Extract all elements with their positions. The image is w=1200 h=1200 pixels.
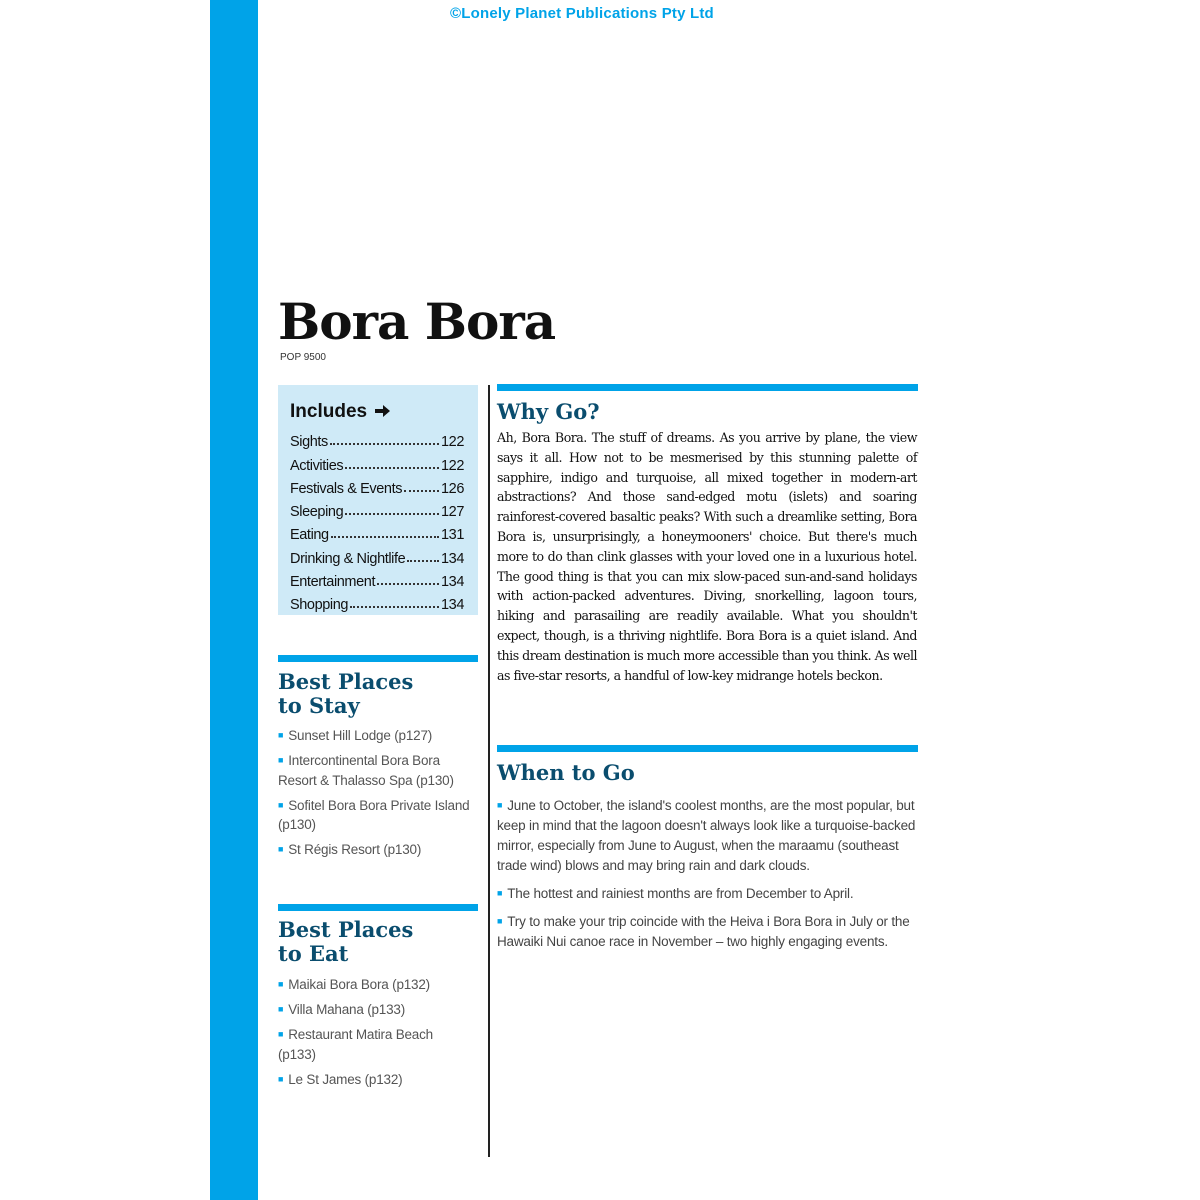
population-label: POP 9500 xyxy=(280,352,326,363)
why-rule xyxy=(497,384,918,391)
bullet-icon: ■ xyxy=(278,979,284,989)
includes-item-label: Drinking & Nightlife xyxy=(290,550,406,567)
bullet-icon: ■ xyxy=(278,1029,284,1039)
includes-heading-text: Includes xyxy=(290,401,368,422)
includes-item-label: Festivals & Events xyxy=(290,480,403,497)
includes-item-label: Shopping xyxy=(290,597,349,614)
when-heading: When to Go xyxy=(497,760,635,785)
includes-item-page: 127 xyxy=(441,504,464,521)
leader-dots xyxy=(350,606,439,608)
includes-item-page: 126 xyxy=(441,480,464,497)
when-rule xyxy=(497,745,918,752)
includes-item-page: 134 xyxy=(441,550,464,567)
stay-heading-line1: Best Places xyxy=(278,669,414,694)
leader-dots xyxy=(404,490,439,492)
includes-item-label: Activities xyxy=(290,457,344,474)
bullet-icon: ■ xyxy=(278,1004,284,1014)
leader-dots xyxy=(330,443,439,445)
includes-item-label: Entertainment xyxy=(290,574,376,591)
list-item xyxy=(497,883,917,904)
includes-item-page: 134 xyxy=(441,597,464,614)
list-item xyxy=(278,751,474,790)
bullet-icon: ■ xyxy=(278,730,284,740)
includes-item-entertainment[interactable] xyxy=(290,567,464,590)
bullet-icon: ■ xyxy=(497,888,503,898)
includes-item-label: Sleeping xyxy=(290,504,344,521)
list-item xyxy=(278,796,474,835)
list-item-text: Sunset Hill Lodge (p127) xyxy=(288,728,433,743)
stay-rule xyxy=(278,655,478,662)
list-item xyxy=(278,1070,474,1090)
eat-rule xyxy=(278,904,478,911)
includes-item-page: 134 xyxy=(441,574,464,591)
list-item xyxy=(278,1000,474,1020)
page-title: Bora Bora xyxy=(278,292,556,351)
copyright-notice: ©Lonely Planet Publications Pty Ltd xyxy=(450,5,714,22)
list-item-text: Restaurant Matira Beach (p133) xyxy=(278,1027,433,1062)
side-color-bar xyxy=(210,0,258,1200)
includes-item-drinking[interactable] xyxy=(290,543,464,566)
includes-item-festivals[interactable] xyxy=(290,474,464,497)
arrow-right-icon xyxy=(375,405,390,417)
leader-dots xyxy=(345,513,439,515)
column-divider xyxy=(488,385,490,1157)
bullet-icon: ■ xyxy=(278,844,284,854)
includes-item-page: 122 xyxy=(441,457,464,474)
list-item-text: Villa Mahana (p133) xyxy=(288,1002,406,1017)
includes-item-shopping[interactable] xyxy=(290,590,464,613)
eat-list xyxy=(278,975,474,1095)
list-item xyxy=(497,911,917,952)
list-item xyxy=(278,1025,474,1064)
bullet-icon: ■ xyxy=(497,800,503,810)
list-item-text: The hottest and rainiest months are from December to April. xyxy=(507,886,854,901)
list-item-text: St Régis Resort (p130) xyxy=(288,842,422,857)
stay-heading-line2: to Stay xyxy=(278,693,360,718)
why-paragraph: Ah, Bora Bora. The stuff of dreams. As you arrive by plane, the view says it all. How not to be mesmerised by this stunning palette of sapphire, indigo and turquoise, all mixed together in modern-art abstractions? And those sand-edged motu (islets) and soaring rainforest-covered basaltic peaks? With such a dreamlike setting, Bora Bora is, unsurprisingly, a honeymooners' choice. But there's much more to do than clink glasses with your loved one in a luxurious hotel. The good thing is that you can mix slow-paced sun-and-sand holidays with action-packed adventures. Diving, snorkelling, lagoon tours, hiking and parasailing are readily available. What you shouldn't expect, though, is a thriving nightlife. Bora Bora is a quiet island. And this dream destination is much more accessible than you think. As well as five-star resorts, a handful of low-key midrange hotels beckon. xyxy=(497,430,917,683)
list-item xyxy=(497,795,917,876)
list-item xyxy=(278,975,474,995)
includes-item-label: Sights xyxy=(290,434,328,451)
bullet-icon: ■ xyxy=(278,1073,284,1084)
includes-item-label: Eating xyxy=(290,527,329,544)
leader-dots xyxy=(407,560,439,562)
list-item-text: Maikai Bora Bora (p132) xyxy=(288,977,430,992)
bullet-icon: ■ xyxy=(278,755,284,765)
includes-item-eating[interactable] xyxy=(290,520,464,543)
leader-dots xyxy=(331,536,439,538)
includes-box xyxy=(278,385,478,615)
leader-dots xyxy=(345,467,439,469)
list-item xyxy=(278,840,474,860)
when-list xyxy=(497,795,917,959)
stay-heading xyxy=(278,670,413,718)
includes-item-sleeping[interactable] xyxy=(290,497,464,520)
includes-item-activities[interactable] xyxy=(290,450,464,473)
includes-item-page: 122 xyxy=(441,434,464,451)
eat-heading-line1: Best Places xyxy=(278,917,414,942)
list-item xyxy=(278,726,474,746)
bullet-icon: ■ xyxy=(497,916,503,926)
leader-dots xyxy=(377,583,439,585)
list-item-text: Try to make your trip coincide with the Heiva i Bora Bora in July or the Hawaiki Nui canoe race in November – two highly engaging events. xyxy=(497,914,910,949)
list-item-text: Sofitel Bora Bora Private Island (p130) xyxy=(278,797,470,832)
includes-item-page: 131 xyxy=(441,527,464,544)
includes-heading xyxy=(290,401,464,423)
includes-item-sights[interactable] xyxy=(290,427,464,450)
list-item-text: June to October, the island's coolest months, are the most popular, but keep in mind that the lagoon doesn't always look like a turquoise-backed mirror, especially from June to August, when the maraamu (southeast trade wind) blows and may bring rain and dark clouds. xyxy=(497,798,916,873)
list-item-text: Le St James (p132) xyxy=(288,1071,403,1087)
eat-heading-line2: to Eat xyxy=(278,941,349,966)
bullet-icon: ■ xyxy=(278,799,284,810)
stay-list xyxy=(278,726,474,865)
why-heading: Why Go? xyxy=(497,399,600,424)
list-item-text: Intercontinental Bora Bora Resort & Thalasso Spa (p130) xyxy=(278,753,454,788)
eat-heading xyxy=(278,918,413,966)
